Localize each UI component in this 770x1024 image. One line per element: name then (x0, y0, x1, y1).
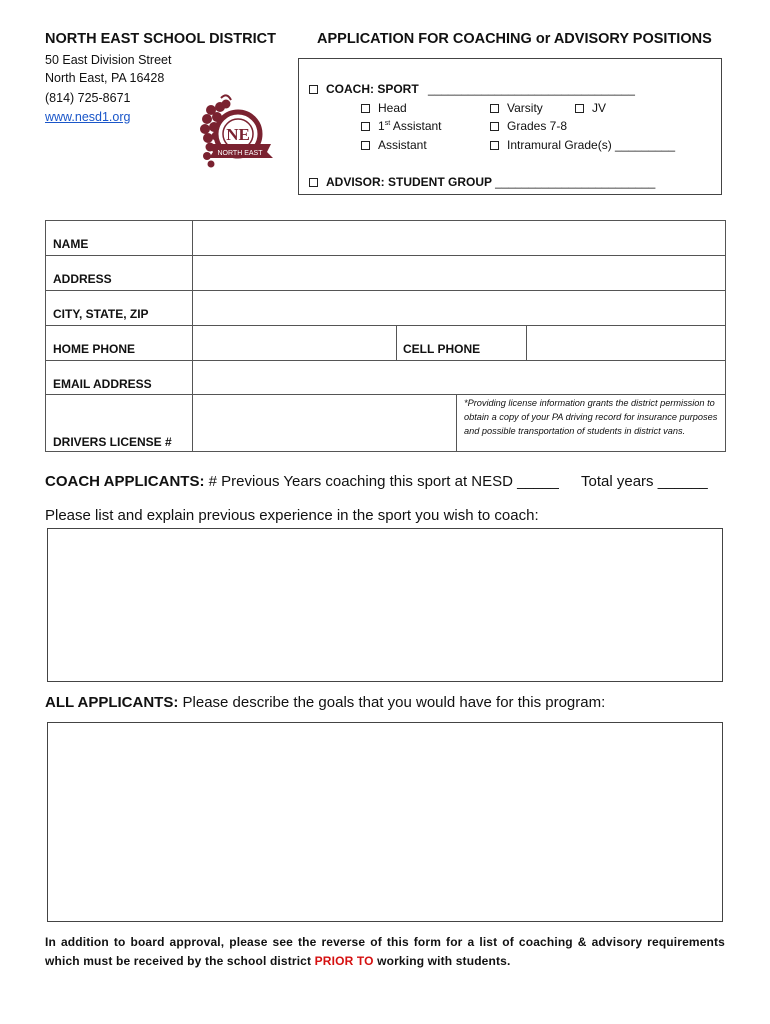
head-checkbox[interactable] (361, 104, 370, 113)
district-street: 50 East Division Street (45, 53, 172, 67)
svg-text:NE: NE (226, 125, 250, 144)
advisor-blank[interactable]: ________________________ (495, 175, 656, 189)
head-label: Head (378, 101, 407, 115)
district-website-link[interactable]: www.nesd1.org (45, 110, 131, 124)
varsity-checkbox[interactable] (490, 104, 499, 113)
footer-note (45, 933, 725, 971)
coach-checkbox[interactable] (309, 85, 318, 94)
email-label: EMAIL ADDRESS (53, 377, 152, 391)
footer-highlight: PRIOR TO (314, 954, 374, 968)
assistant-label: Assistant (378, 138, 427, 152)
license-note: *Providing license information grants the district permission to obtain a copy of your PA driving record for insurance purposes and possible transportation of students in district vans. (464, 398, 718, 436)
address-label: ADDRESS (53, 272, 112, 286)
cell-phone-label: CELL PHONE (403, 342, 481, 356)
jv-label: JV (592, 101, 607, 115)
intramural-checkbox[interactable] (490, 141, 499, 150)
assistant-option (361, 138, 427, 152)
advisor-checkbox[interactable] (309, 178, 318, 187)
varsity-option (490, 101, 543, 115)
form-title: APPLICATION FOR COACHING or ADVISORY POSITIONS (317, 31, 712, 47)
advisor-row (309, 175, 655, 189)
district-city: North East, PA 16428 (45, 71, 165, 85)
footer-text-end: working with students. (373, 954, 511, 968)
jv-checkbox[interactable] (575, 104, 584, 113)
coach-sport-blank[interactable]: _______________________________ (428, 82, 635, 96)
name-label: NAME (53, 237, 89, 251)
assistant-checkbox[interactable] (361, 141, 370, 150)
city-state-zip-field[interactable] (193, 291, 724, 325)
head-option (361, 101, 407, 115)
total-years-field[interactable]: Total years ______ (581, 473, 708, 490)
previous-years-field[interactable]: # Previous Years coaching this sport at NESD _____ (208, 473, 559, 490)
home-phone-field[interactable] (193, 326, 395, 360)
city-state-zip-label: CITY, STATE, ZIP (53, 307, 149, 321)
coach-applicants-line (45, 473, 559, 490)
intramural-label[interactable]: Intramural Grade(s) _________ (507, 138, 676, 152)
district-phone: (814) 725-8671 (45, 91, 131, 105)
email-field[interactable] (193, 361, 724, 394)
address-field[interactable] (193, 256, 724, 290)
first-assistant-option (361, 119, 442, 133)
first-assistant-label: Assistant (392, 119, 442, 133)
district-name: NORTH EAST SCHOOL DISTRICT (45, 31, 276, 47)
all-applicants-line (45, 694, 605, 711)
grades-label: Grades 7-8 (507, 119, 568, 133)
intramural-option (490, 138, 675, 152)
experience-textarea[interactable] (47, 528, 723, 682)
jv-option (575, 101, 606, 115)
first-assistant-checkbox[interactable] (361, 122, 370, 131)
first-assistant-number: 1 (378, 119, 385, 133)
grades-option (490, 119, 567, 133)
varsity-label: Varsity (507, 101, 543, 115)
cell-phone-field[interactable] (527, 326, 724, 360)
drivers-license-field[interactable] (193, 395, 455, 451)
drivers-license-label: DRIVERS LICENSE # (53, 435, 172, 449)
district-logo (193, 92, 275, 182)
coach-applicants-label: COACH APPLICANTS: (45, 473, 205, 490)
name-field[interactable] (193, 221, 724, 255)
goals-prompt: Please describe the goals that you would have for this program: (182, 694, 606, 711)
logo-text: NORTH EAST (217, 150, 263, 157)
all-applicants-label: ALL APPLICANTS: (45, 694, 179, 711)
experience-prompt: Please list and explain previous experience in the sport you wish to coach: (45, 507, 539, 524)
goals-textarea[interactable] (47, 722, 723, 922)
footer-text: In addition to board approval, please see the reverse of this form for a list of coaching & advisory requirements which must be received by the school district (45, 935, 725, 968)
home-phone-label: HOME PHONE (53, 342, 136, 356)
advisor-label: ADVISOR: STUDENT GROUP (326, 175, 492, 189)
grades-checkbox[interactable] (490, 122, 499, 131)
coach-sport-row (309, 82, 635, 96)
coach-sport-label: COACH: SPORT (326, 82, 419, 96)
first-assistant-sup: st (384, 120, 391, 127)
